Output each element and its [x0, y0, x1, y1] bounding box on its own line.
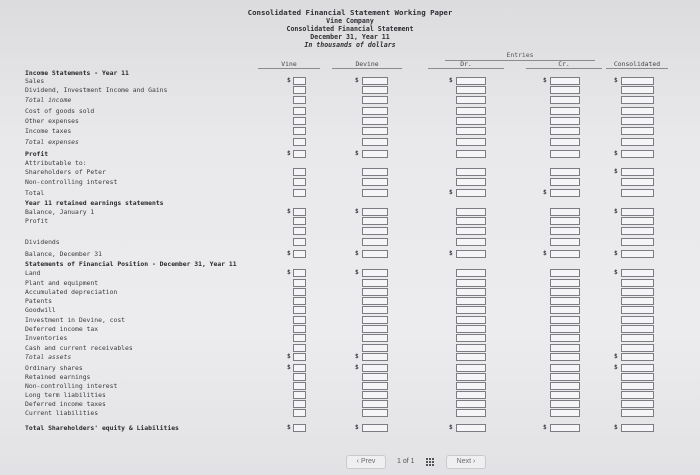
- current-liabilities-35-cr-input[interactable]: [550, 409, 580, 417]
- investment-in-devine-cost-25-consolidated-input[interactable]: [621, 316, 654, 324]
- profit-15-consolidated-input[interactable]: [621, 217, 654, 225]
- shareholders-of-peter-10-dr-input[interactable]: [456, 168, 486, 176]
- inventories-27-devine-input[interactable]: [362, 334, 388, 342]
- deferred-income-taxes-34-devine-input[interactable]: [362, 400, 388, 408]
- ordinary-shares-30-devine-input[interactable]: [362, 364, 388, 372]
- total-income-3-devine-input[interactable]: [362, 96, 388, 104]
- currency-symbol: $: [543, 189, 547, 196]
- investment-in-devine-cost-25-cr-input[interactable]: [550, 316, 580, 324]
- goodwill-24-devine-input[interactable]: [362, 306, 388, 314]
- column-header-vine: Vine: [258, 60, 320, 69]
- long-term-liabilities-33-dr-input[interactable]: [456, 391, 486, 399]
- non-controlling-interest-32-cr-input[interactable]: [550, 382, 580, 390]
- profit-8-dr-input[interactable]: [456, 150, 486, 158]
- currency-symbol: $: [543, 77, 547, 84]
- goodwill-24-cr-input[interactable]: [550, 306, 580, 314]
- worksheet-title: Consolidated Financial Statement Working Paper: [247, 8, 453, 17]
- cash-and-current-receivables-28-vine-input[interactable]: [293, 344, 306, 352]
- non-controlling-interest-32-devine-input[interactable]: [362, 382, 388, 390]
- pager: [340, 455, 500, 470]
- currency-symbol: $: [355, 250, 359, 257]
- shareholders-of-peter-10-cr-input[interactable]: [550, 168, 580, 176]
- row-label-balance-december-31-18: Balance, December 31: [25, 250, 102, 258]
- row-label-non-controlling-interest-11: Non-controlling interest: [25, 178, 118, 186]
- row-label-profit-8: Profit: [25, 150, 49, 158]
- profit-8-vine-input[interactable]: [293, 150, 306, 158]
- row-label-total-income-3: Total income: [25, 96, 72, 104]
- retained-earnings-31-dr-input[interactable]: [456, 373, 486, 381]
- profit-15-dr-input[interactable]: [456, 217, 486, 225]
- total-income-3-consolidated-input[interactable]: [621, 96, 654, 104]
- goodwill-24-dr-input[interactable]: [456, 306, 486, 314]
- sales-1-cr-input[interactable]: [550, 77, 580, 85]
- dividend-investment-income-and-gains-2-devine-input[interactable]: [362, 86, 388, 94]
- row-label-land-20: Land: [25, 269, 41, 277]
- shareholders-of-peter-10-vine-input[interactable]: [293, 168, 306, 176]
- statement-date: December 31, Year 11: [310, 33, 390, 41]
- goodwill-24-consolidated-input[interactable]: [621, 306, 654, 314]
- dividends-17-consolidated-input[interactable]: [621, 238, 654, 246]
- accumulated-depreciation-22-devine-input[interactable]: [362, 288, 388, 296]
- row-label-balance-january-1-14: Balance, January 1: [25, 208, 95, 216]
- balance-december-31-18-vine-input[interactable]: [293, 250, 306, 258]
- plant-and-equipment-21-vine-input[interactable]: [293, 279, 306, 287]
- blank-16-dr-input[interactable]: [456, 227, 486, 235]
- row-label-dividends-17: Dividends: [25, 238, 60, 246]
- total-shareholders-equity-liabilities-36-cr-input[interactable]: [550, 424, 580, 432]
- currency-symbol: $: [614, 364, 618, 371]
- profit-8-consolidated-input[interactable]: [621, 150, 654, 158]
- dividends-17-dr-input[interactable]: [456, 238, 486, 246]
- company-name: Vine Company: [326, 17, 374, 25]
- sales-1-devine-input[interactable]: [362, 77, 388, 85]
- currency-symbol: $: [614, 250, 618, 257]
- currency-symbol: $: [287, 353, 291, 360]
- row-label-profit-15: Profit: [25, 217, 49, 225]
- ordinary-shares-30-dr-input[interactable]: [456, 364, 486, 372]
- row-label-shareholders-of-peter-10: Shareholders of Peter: [25, 168, 106, 176]
- deferred-income-tax-26-cr-input[interactable]: [550, 325, 580, 333]
- accumulated-depreciation-22-dr-input[interactable]: [456, 288, 486, 296]
- cash-and-current-receivables-28-consolidated-input[interactable]: [621, 344, 654, 352]
- dividend-investment-income-and-gains-2-cr-input[interactable]: [550, 86, 580, 94]
- non-controlling-interest-11-vine-input[interactable]: [293, 178, 306, 186]
- total-shareholders-equity-liabilities-36-consolidated-input[interactable]: [621, 424, 654, 432]
- balance-january-1-14-consolidated-input[interactable]: [621, 208, 654, 216]
- currency-symbol: $: [543, 424, 547, 431]
- deferred-income-taxes-34-consolidated-input[interactable]: [621, 400, 654, 408]
- total-12-cr-input[interactable]: [550, 189, 580, 197]
- current-liabilities-35-vine-input[interactable]: [293, 409, 306, 417]
- currency-symbol: $: [287, 364, 291, 371]
- land-20-devine-input[interactable]: [362, 269, 388, 277]
- total-income-3-dr-input[interactable]: [456, 96, 486, 104]
- row-label-ordinary-shares-30: Ordinary shares: [25, 364, 83, 372]
- total-assets-29-dr-input[interactable]: [456, 353, 486, 361]
- row-label-cost-of-goods-sold-4: Cost of goods sold: [25, 107, 95, 115]
- dividend-investment-income-and-gains-2-vine-input[interactable]: [293, 86, 306, 94]
- total-income-3-cr-input[interactable]: [550, 96, 580, 104]
- row-label-long-term-liabilities-33: Long term liabilities: [25, 391, 106, 399]
- accumulated-depreciation-22-consolidated-input[interactable]: [621, 288, 654, 296]
- total-12-devine-input[interactable]: [362, 189, 388, 197]
- currency-symbol: $: [449, 77, 453, 84]
- total-12-vine-input[interactable]: [293, 189, 306, 197]
- currency-symbol: $: [614, 150, 618, 157]
- row-label-income-statements-year-11-0: Income Statements - Year 11: [25, 69, 129, 77]
- other-expenses-5-consolidated-input[interactable]: [621, 117, 654, 125]
- balance-january-1-14-vine-input[interactable]: [293, 208, 306, 216]
- prev-button[interactable]: [346, 455, 386, 469]
- inventories-27-consolidated-input[interactable]: [621, 334, 654, 342]
- plant-and-equipment-21-dr-input[interactable]: [456, 279, 486, 287]
- income-taxes-6-cr-input[interactable]: [550, 127, 580, 135]
- balance-january-1-14-devine-input[interactable]: [362, 208, 388, 216]
- sales-1-dr-input[interactable]: [456, 77, 486, 85]
- non-controlling-interest-32-consolidated-input[interactable]: [621, 382, 654, 390]
- chevron-left-icon: ‹: [356, 458, 359, 465]
- currency-symbol: $: [614, 269, 618, 276]
- currency-symbol: $: [543, 250, 547, 257]
- current-liabilities-35-consolidated-input[interactable]: [621, 409, 654, 417]
- cash-and-current-receivables-28-devine-input[interactable]: [362, 344, 388, 352]
- cash-and-current-receivables-28-cr-input[interactable]: [550, 344, 580, 352]
- profit-8-cr-input[interactable]: [550, 150, 580, 158]
- currency-symbol: $: [355, 208, 359, 215]
- total-expenses-7-dr-input[interactable]: [456, 138, 486, 146]
- income-taxes-6-devine-input[interactable]: [362, 127, 388, 135]
- currency-symbol: $: [614, 168, 618, 175]
- plant-and-equipment-21-devine-input[interactable]: [362, 279, 388, 287]
- balance-december-31-18-consolidated-input[interactable]: [621, 250, 654, 258]
- statement-name: Consolidated Financial Statement: [286, 25, 414, 33]
- currency-symbol: $: [355, 364, 359, 371]
- income-taxes-6-vine-input[interactable]: [293, 127, 306, 135]
- currency-symbol: $: [355, 150, 359, 157]
- profit-15-devine-input[interactable]: [362, 217, 388, 225]
- retained-earnings-31-cr-input[interactable]: [550, 373, 580, 381]
- currency-symbol: $: [355, 424, 359, 431]
- blank-16-cr-input[interactable]: [550, 227, 580, 235]
- cost-of-goods-sold-4-vine-input[interactable]: [293, 107, 306, 115]
- grid-icon[interactable]: [426, 458, 435, 467]
- sales-1-consolidated-input[interactable]: [621, 77, 654, 85]
- cost-of-goods-sold-4-consolidated-input[interactable]: [621, 107, 654, 115]
- long-term-liabilities-33-devine-input[interactable]: [362, 391, 388, 399]
- row-label-statements-of-financial-position-december-31-year-11-19: Statements of Financial Position - December 31, Year 11: [25, 260, 237, 268]
- patents-23-vine-input[interactable]: [293, 297, 306, 305]
- row-label-accumulated-depreciation-22: Accumulated depreciation: [25, 288, 118, 296]
- deferred-income-tax-26-dr-input[interactable]: [456, 325, 486, 333]
- column-header-cr: Cr.: [526, 60, 602, 69]
- investment-in-devine-cost-25-devine-input[interactable]: [362, 316, 388, 324]
- blank-16-vine-input[interactable]: [293, 227, 306, 235]
- non-controlling-interest-11-devine-input[interactable]: [362, 178, 388, 186]
- currency-symbol: $: [449, 250, 453, 257]
- long-term-liabilities-33-consolidated-input[interactable]: [621, 391, 654, 399]
- other-expenses-5-devine-input[interactable]: [362, 117, 388, 125]
- currency-symbol: $: [449, 424, 453, 431]
- profit-8-devine-input[interactable]: [362, 150, 388, 158]
- total-assets-29-devine-input[interactable]: [362, 353, 388, 361]
- deferred-income-tax-26-consolidated-input[interactable]: [621, 325, 654, 333]
- retained-earnings-31-consolidated-input[interactable]: [621, 373, 654, 381]
- row-label-retained-earnings-31: Retained earnings: [25, 373, 91, 381]
- row-label-total-assets-29: Total assets: [25, 353, 72, 361]
- currency-symbol: $: [287, 250, 291, 257]
- other-expenses-5-dr-input[interactable]: [456, 117, 486, 125]
- balance-january-1-14-dr-input[interactable]: [456, 208, 486, 216]
- balance-december-31-18-dr-input[interactable]: [456, 250, 486, 258]
- currency-symbol: $: [355, 269, 359, 276]
- cash-and-current-receivables-28-dr-input[interactable]: [456, 344, 486, 352]
- land-20-vine-input[interactable]: [293, 269, 306, 277]
- row-label-deferred-income-tax-26: Deferred income tax: [25, 325, 99, 333]
- patents-23-devine-input[interactable]: [362, 297, 388, 305]
- long-term-liabilities-33-cr-input[interactable]: [550, 391, 580, 399]
- land-20-cr-input[interactable]: [550, 269, 580, 277]
- row-label-patents-23: Patents: [25, 297, 52, 305]
- balance-december-31-18-devine-input[interactable]: [362, 250, 388, 258]
- row-label-current-liabilities-35: Current liabilities: [25, 409, 99, 417]
- cost-of-goods-sold-4-cr-input[interactable]: [550, 107, 580, 115]
- currency-symbol: $: [287, 150, 291, 157]
- total-expenses-7-devine-input[interactable]: [362, 138, 388, 146]
- row-label-attributable-to-9: Attributable to:: [25, 159, 87, 167]
- long-term-liabilities-33-vine-input[interactable]: [293, 391, 306, 399]
- income-taxes-6-dr-input[interactable]: [456, 127, 486, 135]
- retained-earnings-31-vine-input[interactable]: [293, 373, 306, 381]
- row-label-deferred-income-taxes-34: Deferred income taxes: [25, 400, 106, 408]
- units-note: In thousands of dollars: [304, 41, 396, 49]
- deferred-income-taxes-34-dr-input[interactable]: [456, 400, 486, 408]
- shareholders-of-peter-10-devine-input[interactable]: [362, 168, 388, 176]
- deferred-income-tax-26-devine-input[interactable]: [362, 325, 388, 333]
- accumulated-depreciation-22-cr-input[interactable]: [550, 288, 580, 296]
- total-12-dr-input[interactable]: [456, 189, 486, 197]
- total-expenses-7-cr-input[interactable]: [550, 138, 580, 146]
- patents-23-consolidated-input[interactable]: [621, 297, 654, 305]
- row-label-cash-and-current-receivables-28: Cash and current receivables: [25, 344, 133, 352]
- ordinary-shares-30-cr-input[interactable]: [550, 364, 580, 372]
- prev-label: Prev: [360, 458, 376, 465]
- row-label-income-taxes-6: Income taxes: [25, 127, 72, 135]
- inventories-27-dr-input[interactable]: [456, 334, 486, 342]
- total-income-3-vine-input[interactable]: [293, 96, 306, 104]
- non-controlling-interest-32-dr-input[interactable]: [456, 382, 486, 390]
- column-header-consolidated: Consolidated: [606, 60, 668, 69]
- dividend-investment-income-and-gains-2-dr-input[interactable]: [456, 86, 486, 94]
- dividends-17-cr-input[interactable]: [550, 238, 580, 246]
- current-liabilities-35-dr-input[interactable]: [456, 409, 486, 417]
- total-shareholders-equity-liabilities-36-vine-input[interactable]: [293, 424, 306, 432]
- other-expenses-5-cr-input[interactable]: [550, 117, 580, 125]
- plant-and-equipment-21-consolidated-input[interactable]: [621, 279, 654, 287]
- total-expenses-7-vine-input[interactable]: [293, 138, 306, 146]
- non-controlling-interest-32-vine-input[interactable]: [293, 382, 306, 390]
- column-header-devine: Devine: [332, 60, 402, 69]
- plant-and-equipment-21-cr-input[interactable]: [550, 279, 580, 287]
- investment-in-devine-cost-25-vine-input[interactable]: [293, 316, 306, 324]
- patents-23-cr-input[interactable]: [550, 297, 580, 305]
- total-shareholders-equity-liabilities-36-dr-input[interactable]: [456, 424, 486, 432]
- row-label-total-shareholders-equity-liabilities-36: Total Shareholders' equity & Liabilities: [25, 424, 179, 432]
- page-position: 1 of 1: [397, 458, 415, 465]
- currency-symbol: $: [614, 424, 618, 431]
- row-label-other-expenses-5: Other expenses: [25, 117, 79, 125]
- retained-earnings-31-devine-input[interactable]: [362, 373, 388, 381]
- row-label-inventories-27: Inventories: [25, 334, 68, 342]
- row-label-total-12: Total: [25, 189, 45, 197]
- dividends-17-vine-input[interactable]: [293, 238, 306, 246]
- total-shareholders-equity-liabilities-36-devine-input[interactable]: [362, 424, 388, 432]
- deferred-income-taxes-34-vine-input[interactable]: [293, 400, 306, 408]
- non-controlling-interest-11-consolidated-input[interactable]: [621, 178, 654, 186]
- patents-23-dr-input[interactable]: [456, 297, 486, 305]
- deferred-income-tax-26-vine-input[interactable]: [293, 325, 306, 333]
- currency-symbol: $: [287, 269, 291, 276]
- column-header-dr: Dr.: [428, 60, 504, 69]
- ordinary-shares-30-vine-input[interactable]: [293, 364, 306, 372]
- dividend-investment-income-and-gains-2-consolidated-input[interactable]: [621, 86, 654, 94]
- currency-symbol: $: [355, 353, 359, 360]
- blank-16-consolidated-input[interactable]: [621, 227, 654, 235]
- inventories-27-cr-input[interactable]: [550, 334, 580, 342]
- ordinary-shares-30-consolidated-input[interactable]: [621, 364, 654, 372]
- deferred-income-taxes-34-cr-input[interactable]: [550, 400, 580, 408]
- total-assets-29-consolidated-input[interactable]: [621, 353, 654, 361]
- land-20-consolidated-input[interactable]: [621, 269, 654, 277]
- total-12-consolidated-input[interactable]: [621, 189, 654, 197]
- next-button[interactable]: [446, 455, 486, 469]
- cost-of-goods-sold-4-devine-input[interactable]: [362, 107, 388, 115]
- chevron-right-icon: ›: [473, 458, 476, 465]
- row-label-total-expenses-7: Total expenses: [25, 138, 79, 146]
- balance-january-1-14-cr-input[interactable]: [550, 208, 580, 216]
- total-assets-29-cr-input[interactable]: [550, 353, 580, 361]
- profit-15-vine-input[interactable]: [293, 217, 306, 225]
- row-label-non-controlling-interest-32: Non-controlling interest: [25, 382, 118, 390]
- goodwill-24-vine-input[interactable]: [293, 306, 306, 314]
- balance-december-31-18-cr-input[interactable]: [550, 250, 580, 258]
- row-label-investment-in-devine-cost-25: Investment in Devine, cost: [25, 316, 126, 324]
- currency-symbol: $: [614, 353, 618, 360]
- sales-1-vine-input[interactable]: [293, 77, 306, 85]
- accumulated-depreciation-22-vine-input[interactable]: [293, 288, 306, 296]
- currency-symbol: $: [287, 424, 291, 431]
- currency-symbol: $: [449, 189, 453, 196]
- dividends-17-devine-input[interactable]: [362, 238, 388, 246]
- row-label-plant-and-equipment-21: Plant and equipment: [25, 279, 99, 287]
- entries-header: Entries: [445, 51, 595, 61]
- currency-symbol: $: [287, 208, 291, 215]
- total-expenses-7-consolidated-input[interactable]: [621, 138, 654, 146]
- currency-symbol: $: [355, 77, 359, 84]
- row-label-year-11-retained-earnings-statements-13: Year 11 retained earnings statements: [25, 199, 164, 207]
- land-20-dr-input[interactable]: [456, 269, 486, 277]
- non-controlling-interest-11-dr-input[interactable]: [456, 178, 486, 186]
- current-liabilities-35-devine-input[interactable]: [362, 409, 388, 417]
- shareholders-of-peter-10-consolidated-input[interactable]: [621, 168, 654, 176]
- row-label-dividend-investment-income-and-gains-2: Dividend, Investment Income and Gains: [25, 86, 168, 94]
- next-label: Next: [456, 458, 472, 465]
- profit-15-cr-input[interactable]: [550, 217, 580, 225]
- total-assets-29-vine-input[interactable]: [293, 353, 306, 361]
- row-label-sales-1: Sales: [25, 77, 45, 85]
- currency-symbol: $: [614, 77, 618, 84]
- other-expenses-5-vine-input[interactable]: [293, 117, 306, 125]
- blank-16-devine-input[interactable]: [362, 227, 388, 235]
- income-taxes-6-consolidated-input[interactable]: [621, 127, 654, 135]
- currency-symbol: $: [287, 77, 291, 84]
- investment-in-devine-cost-25-dr-input[interactable]: [456, 316, 486, 324]
- row-label-goodwill-24: Goodwill: [25, 306, 56, 314]
- inventories-27-vine-input[interactable]: [293, 334, 306, 342]
- non-controlling-interest-11-cr-input[interactable]: [550, 178, 580, 186]
- cost-of-goods-sold-4-dr-input[interactable]: [456, 107, 486, 115]
- currency-symbol: $: [614, 208, 618, 215]
